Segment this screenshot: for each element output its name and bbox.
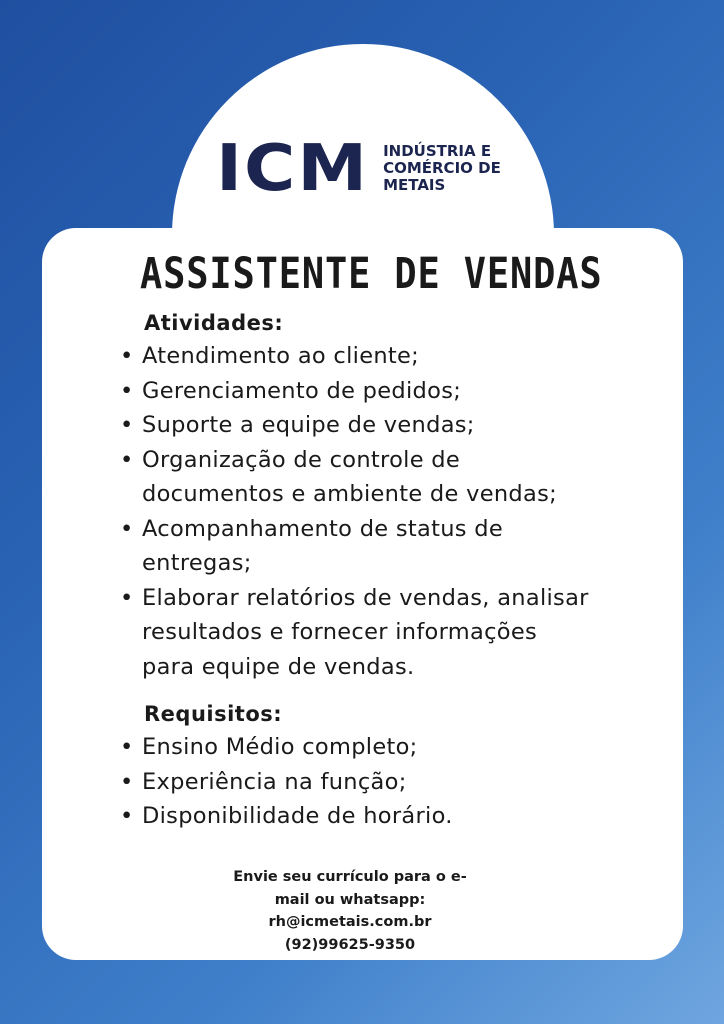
contact-info [200,866,500,956]
list-item: • Elaborar relatórios de vendas, analisar resultados e fornecer informações para equipe de vendas. [118,581,589,685]
logo-tagline [383,143,501,194]
list-item: • Acompanhamento de status de entregas; [118,512,589,581]
logo-tagline-line: METAIS [383,175,446,194]
list-item: • Gerenciamento de pedidos; [118,374,589,409]
bullet-icon: • [120,343,134,369]
bullet-icon: • [120,768,134,795]
activities-heading: Atividades: [144,311,284,335]
bullet-icon: • [120,412,134,438]
contact-line: Envie seu currículo para o e- [233,869,467,885]
logo-mark: ICM [216,130,370,206]
list-item: • Disponibilidade de horário. [118,799,453,834]
list-item: • Experiência na função; [118,765,453,800]
bullet-icon: • [120,803,134,829]
bullet-icon: • [120,734,134,760]
contact-line: mail ou whatsapp: [274,891,426,908]
bullet-icon: • [120,377,134,404]
list-item: • Ensino Médio completo; [118,730,453,765]
bullet-icon: • [120,584,134,611]
requirements-list [118,730,453,834]
company-logo [216,130,501,206]
logo-tagline-line: COMÉRCIO DE [383,158,501,177]
job-title: ASSISTENTE DE VENDAS [140,249,603,299]
requirements-heading: Requisitos: [144,702,283,726]
list-item: • Atendimento ao cliente; [118,339,589,374]
list-item: • Suporte a equipe de vendas; [118,408,589,443]
contact-email[interactable]: rh@icmetais.com.br [268,914,432,930]
bullet-icon: • [120,515,134,542]
bullet-icon: • [120,446,134,473]
activities-list [118,339,589,684]
logo-tagline-line: INDÚSTRIA E [383,141,492,160]
contact-phone[interactable]: (92)99625-9350 [284,936,416,953]
list-item: • Organização de controle de documentos e ambiente de vendas; [118,443,589,512]
